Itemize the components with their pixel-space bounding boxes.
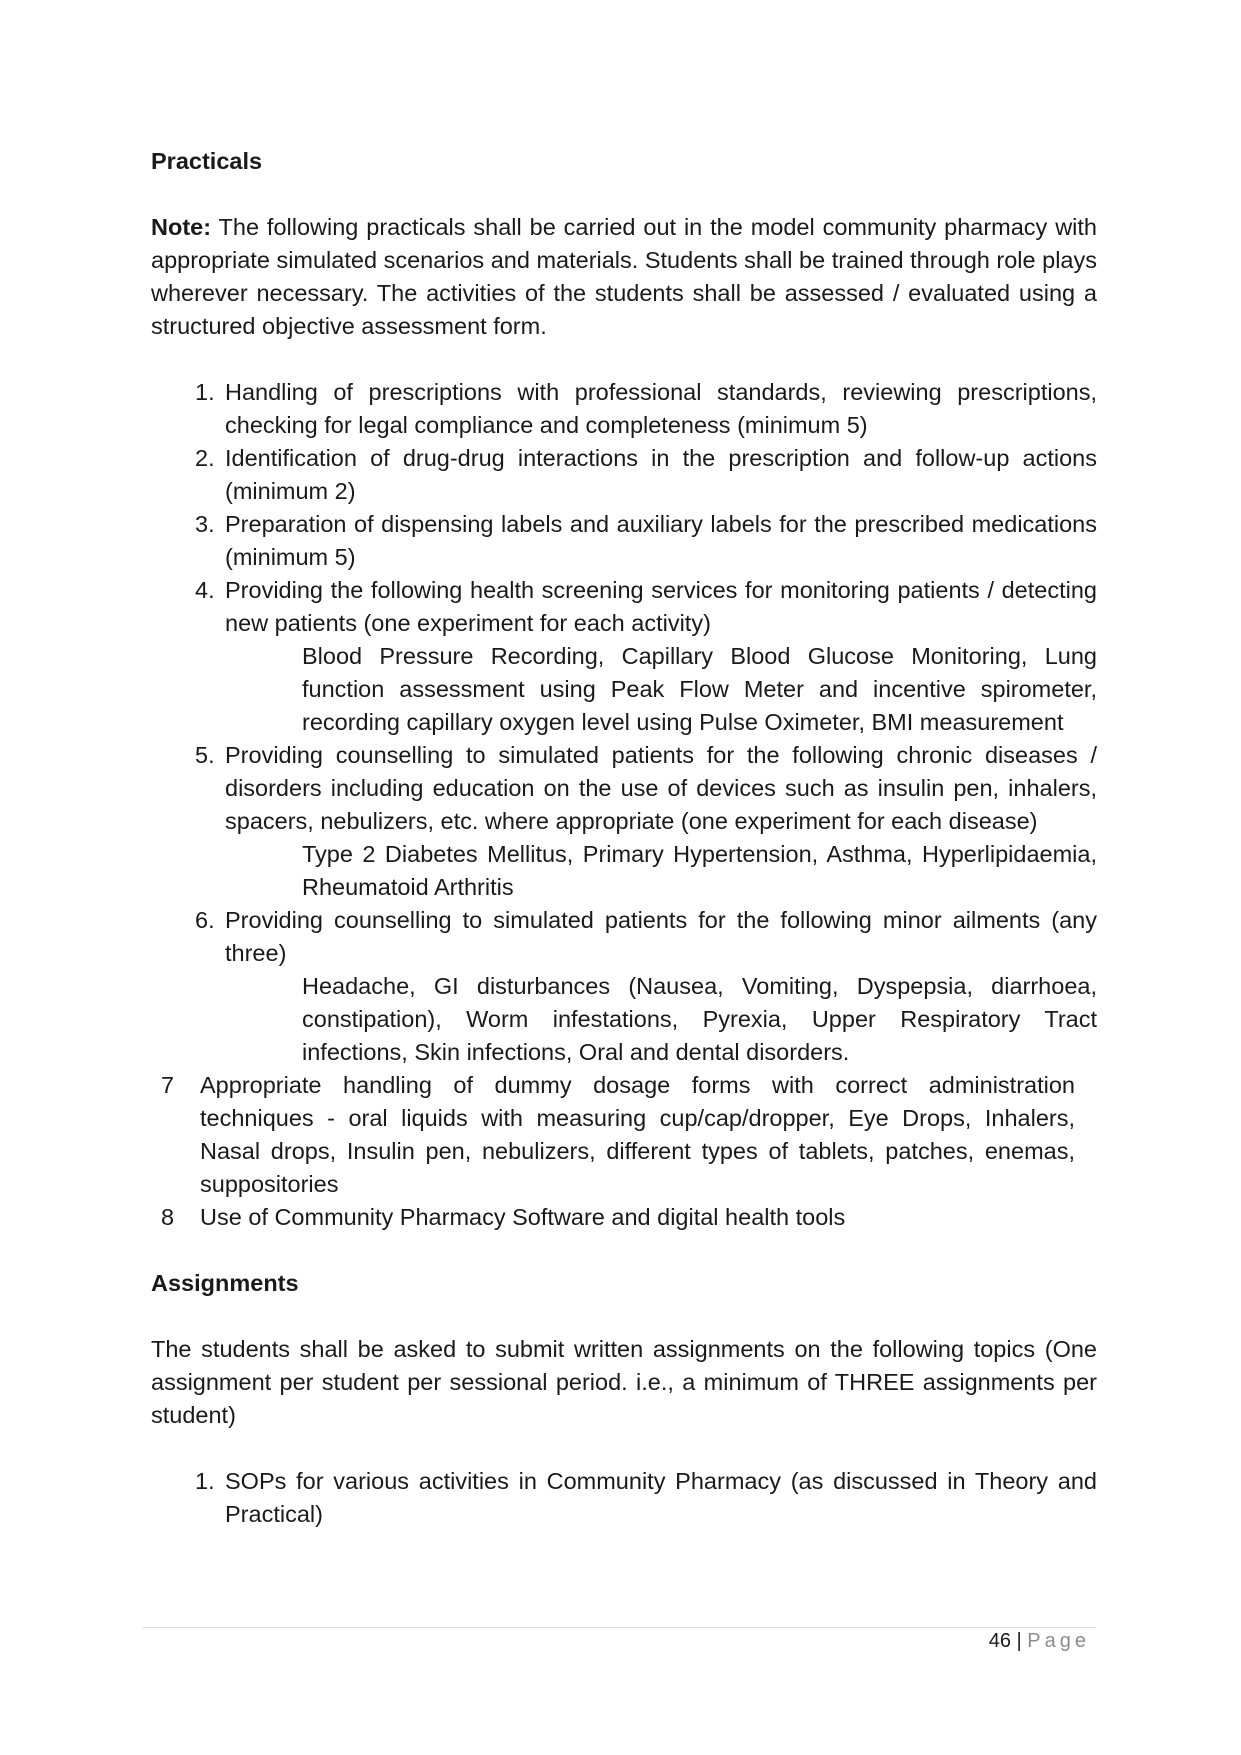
item-text: Providing counselling to simulated patients for the following chronic diseases / disorders including education on the use of devices such as insulin pen, inhalers, spacers, nebulizers, etc. where appropriate (one experiment for each disease) (225, 742, 1097, 834)
practicals-note (151, 211, 1097, 343)
item-subtext: Headache, GI disturbances (Nausea, Vomiting, Dyspepsia, diarrhoea, constipation), Worm infestations, Pyrexia, Upper Respiratory Tract infections, Skin infections, Oral and dental disorders. (302, 973, 1097, 1065)
item-text: Appropriate handling of dummy dosage forms with correct administration techniques - oral liquids with measuring cup/cap/dropper, Eye Drops, Inhalers, Nasal drops, Insulin pen, nebulizers, different types of tablets, patches, enemas, suppositories (200, 1072, 1075, 1197)
item-text: SOPs for various activities in Community Pharmacy (as discussed in Theory and Practical) (225, 1468, 1097, 1527)
item-text: Providing the following health screening services for monitoring patients / detecting new patients (one experiment for each activity) (225, 577, 1097, 636)
assignments-list (151, 1465, 1097, 1531)
item-text: Identification of drug-drug interactions in the prescription and follow-up actions (minimum 2) (225, 445, 1097, 504)
page-separator: | (1010, 1630, 1028, 1652)
item-number: 6. (195, 907, 215, 933)
item-subtext: Blood Pressure Recording, Capillary Blood Glucose Monitoring, Lung function assessment using Peak Flow Meter and incentive spirometer, recording capillary oxygen level using Pulse Oximeter, BMI measurement (302, 643, 1097, 735)
item-number: 3. (195, 511, 215, 537)
list-item (151, 376, 1097, 442)
list-item (151, 508, 1097, 574)
note-text: The following practicals shall be carried out in the model community pharmacy with appropriate simulated scenarios and materials. Students shall be trained through role plays wherever necessary. The activities of the students shall be assessed / evaluated using a structured objective assessment form. (151, 214, 1097, 339)
page-label: Page (1027, 1630, 1090, 1652)
practicals-list (151, 376, 1097, 1069)
item-text: Providing counselling to simulated patients for the following minor ailments (any three) (225, 907, 1097, 966)
practicals-list-continued (151, 1069, 1075, 1234)
item-number: 5. (195, 742, 215, 768)
list-item (151, 1069, 1075, 1201)
list-item (151, 739, 1097, 904)
page-number-value: 46 (988, 1630, 1011, 1652)
list-item (151, 574, 1097, 739)
item-number: 1. (195, 1468, 215, 1494)
practicals-heading: Practicals (151, 148, 263, 174)
page-number (989, 1627, 1090, 1655)
list-item (151, 442, 1097, 508)
item-number: 8 (161, 1204, 175, 1230)
assignments-heading: Assignments (151, 1270, 299, 1296)
list-item (151, 1201, 1075, 1234)
item-number: 7 (161, 1072, 175, 1098)
item-text: Use of Community Pharmacy Software and digital health tools (200, 1204, 846, 1230)
item-subtext: Type 2 Diabetes Mellitus, Primary Hypertension, Asthma, Hyperlipidaemia, Rheumatoid Arthritis (302, 841, 1097, 900)
item-number: 1. (195, 379, 215, 405)
assignments-intro: The students shall be asked to submit written assignments on the following topics (One assignment per student per sessional period. i.e., a minimum of THREE assignments per student) (151, 1336, 1097, 1428)
footer-rule (143, 1627, 1096, 1628)
item-text: Handling of prescriptions with professional standards, reviewing prescriptions, checking for legal compliance and completeness (minimum 5) (225, 379, 1097, 438)
page-content (151, 145, 1097, 1531)
item-text: Preparation of dispensing labels and auxiliary labels for the prescribed medications (minimum 5) (225, 511, 1097, 570)
note-label: Note: (151, 214, 212, 240)
item-number: 2. (195, 445, 215, 471)
list-item (151, 1465, 1097, 1531)
item-number: 4. (195, 577, 215, 603)
list-item (151, 904, 1097, 1069)
